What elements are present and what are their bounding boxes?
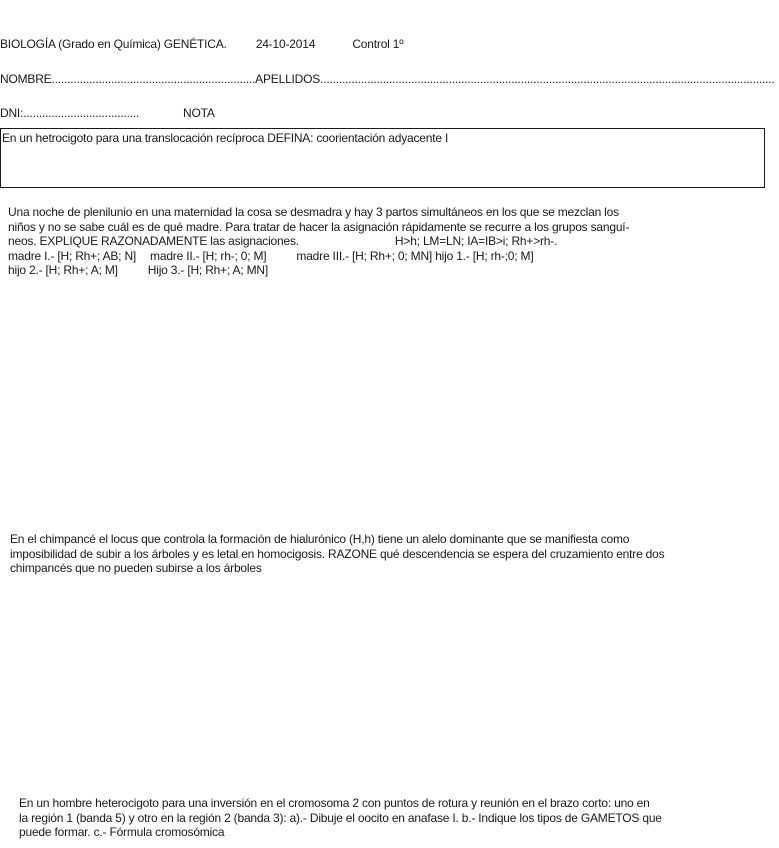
question4-line: la región 1 (banda 5) y otro en la región 2 (banda 3): a).- Dibuje el oocito en anafase I. b.- Indique los tipos de GAMETOS que [19,810,662,825]
question3-line: chimpancés que no pueden subirse a los árboles [10,561,262,575]
question2-line [8,234,768,249]
child-2: hijo 2.- [H; Rh+; A; M] [8,263,118,277]
question3 [10,532,778,576]
mother-2: madre II.- [H; rh-; 0; M] [150,248,267,263]
question2-instruction: neos. EXPLIQUE RAZONADAMENTE las asignaciones. [8,234,299,248]
name-field-line: NOMBRE.................................................................APELLIDOS................................................................................................................................................. [0,72,775,86]
children-row [8,263,768,278]
question2-line: Una noche de plenilunio en una maternidad la cosa se desmadra y hay 3 partos simultáneos en los que se mezclan los [8,205,619,219]
question4-line: En un hombre heterocigoto para una inversión en el cromosoma 2 con puntos de rotura y reunión en el brazo corto: uno en [19,796,650,810]
child-3: Hijo 3.- [H; Rh+; A; MN] [147,263,269,277]
dominance-relations: H>h; LM=LN; IA=IB>i; Rh+>rh-. [394,234,558,248]
control-number: Control 1º [352,37,404,51]
question4 [19,796,774,840]
question4-line: puede formar. c.- Fórmula cromosómica [19,825,225,839]
question2 [8,205,768,278]
mother-1: madre I.- [H; Rh+; AB; N] [8,248,137,263]
dni-field: DNI:..................................... [0,106,140,120]
exam-header [0,37,403,51]
question1-text: En un hetrocigoto para una translocación recíproca DEFINA: coorientación adyacente I [2,131,449,145]
question1-box [0,128,765,188]
child-1: hijo 1.- [H; rh-;0; M] [435,248,534,263]
question3-line: En el chimpancé el locus que controla la formación de hialurónico (H,h) tiene un alelo dominante que se manifiesta como [10,532,630,546]
mothers-row [8,249,768,264]
nota-label: NOTA [183,106,215,120]
exam-date: 24-10-2014 [255,37,316,51]
question3-line: imposibilidad de subir a los árboles y es letal en homocigosis. RAZONE qué descendencia se espera del cruzamiento entre dos [10,546,665,561]
mother-3: madre III.- [H; Rh+; 0; MN] [296,248,433,263]
course-title: BIOLOGÍA (Grado en Química) GENÉTICA. [0,37,227,51]
dni-field-line [0,106,215,120]
question2-line: niños y no se sabe cuál es de qué madre. Para tratar de hacer la asignación rápidamente se recurre a los grupos sanguí- [8,219,630,234]
